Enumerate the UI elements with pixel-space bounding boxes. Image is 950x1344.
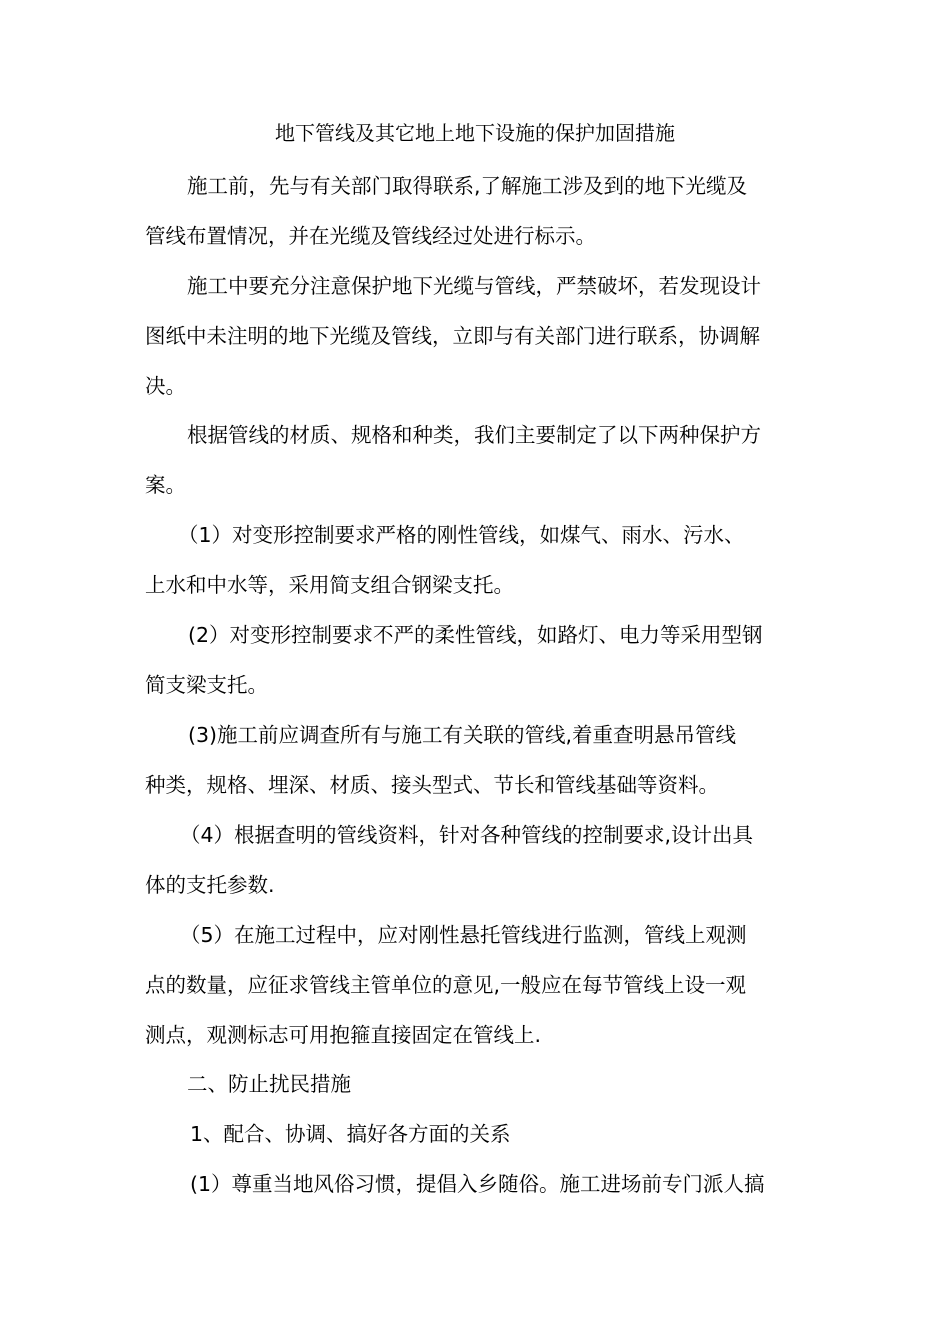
- paragraph-line: 图纸中未注明的地下光缆及管线，立即与有关部门进行联系，协调解: [145, 324, 760, 348]
- document-title: 地下管线及其它地上地下设施的保护加固措施: [275, 121, 675, 145]
- section-heading: 二、防止扰民措施: [187, 1072, 351, 1096]
- paragraph-line: 种类，规格、埋深、材质、接头型式、节长和管线基础等资料。: [145, 773, 719, 797]
- paragraph-line: （1）对变形控制要求严格的刚性管线，如煤气、雨水、污水、: [178, 523, 745, 547]
- paragraph-line: （4）根据查明的管线资料，针对各种管线的控制要求,设计出具: [180, 823, 754, 847]
- paragraph-line: 体的支托参数.: [145, 873, 275, 897]
- paragraph-line: 案。: [145, 473, 186, 497]
- paragraph-line: 根据管线的材质、规格和种类，我们主要制定了以下两种保护方: [187, 423, 761, 447]
- paragraph-line: 管线布置情况，并在光缆及管线经过处进行标示。: [145, 224, 596, 248]
- paragraph-line: 测点，观测标志可用抱箍直接固定在管线上.: [145, 1023, 542, 1047]
- paragraph-line: 施工中要充分注意保护地下光缆与管线，严禁破坏，若发现设计: [187, 274, 761, 298]
- paragraph-line: 简支梁支托。: [145, 673, 268, 697]
- paragraph-line: （5）在施工过程中，应对刚性悬托管线进行监测，管线上观测: [180, 923, 747, 947]
- paragraph-line: (2）对变形控制要求不严的柔性管线，如路灯、电力等采用型钢: [188, 623, 763, 647]
- paragraph-line: 上水和中水等，采用简支组合钢梁支托。: [145, 573, 514, 597]
- paragraph-line: 点的数量，应征求管线主管单位的意见,一般应在每节管线上设一观: [145, 973, 747, 997]
- subsection-heading: 1、配合、协调、搞好各方面的关系: [190, 1122, 511, 1146]
- paragraph-line: 决。: [145, 374, 186, 398]
- paragraph-line: 施工前，先与有关部门取得联系,了解施工涉及到的地下光缆及: [187, 174, 748, 198]
- paragraph-line: (1）尊重当地风俗习惯，提倡入乡随俗。施工进场前专门派人搞: [190, 1172, 765, 1196]
- paragraph-line: (3)施工前应调查所有与施工有关联的管线,着重查明悬吊管线: [188, 723, 737, 747]
